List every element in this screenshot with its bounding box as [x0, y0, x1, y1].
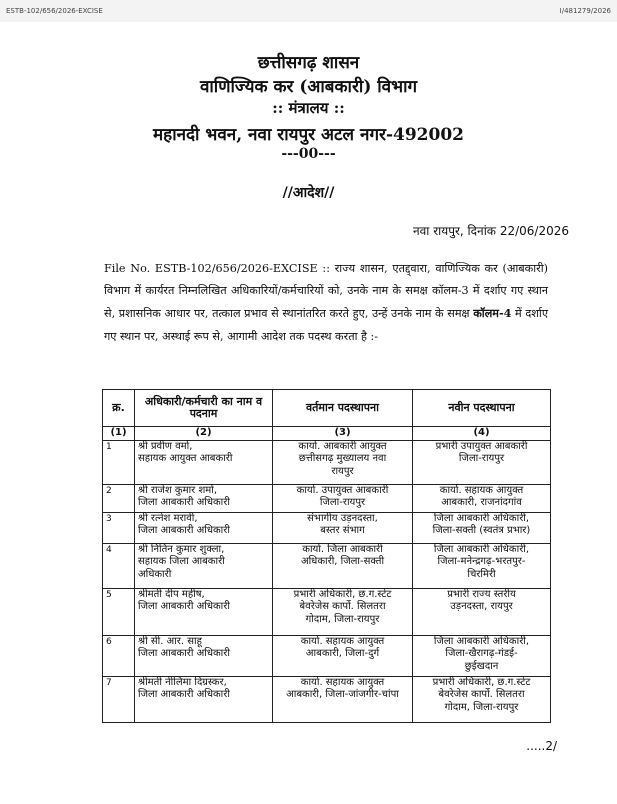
- cell-current-posting-line: बस्तर संभाग: [320, 525, 365, 537]
- cell-current-posting-line: कार्या. सहायक आयुक्त: [300, 677, 385, 688]
- cell-serial: 1: [103, 441, 135, 485]
- cell-name-line: जिला आबकारी अधिकारी: [138, 497, 230, 509]
- cell-name-line: श्री प्रवीण वर्मा,: [138, 441, 193, 452]
- cell-new-posting-line: कार्या. सहायक आयुक्त: [439, 485, 524, 496]
- cell-new-posting-line: प्रभारी उपायुक्त आबकारी: [435, 441, 528, 452]
- cell-current-posting-line: कार्या. सहायक आयुक्त: [300, 636, 385, 647]
- header-new-posting: नवीन पदस्थापना: [413, 390, 551, 427]
- cell-new-posting-line: जिला आबकारी अधिकारी,: [433, 544, 530, 555]
- order-title: //आदेश//: [282, 185, 335, 201]
- cell-current-posting: [273, 589, 413, 636]
- cell-serial: 5: [103, 589, 135, 636]
- cell-new-posting-line: आबकारी, राजनांदगांव: [441, 497, 522, 509]
- table-header-row: [103, 390, 551, 427]
- header-current-posting: वर्तमान पदस्थापना: [273, 390, 413, 427]
- cell-new-posting-line: प्रभारी अधिकारी, छ.ग.स्टेट: [432, 677, 531, 688]
- cell-new-posting-line: जिला-मनेन्द्रगढ़-भरतपुर-: [437, 556, 526, 568]
- col-number: (4): [413, 427, 551, 441]
- cell-serial: 6: [103, 636, 135, 677]
- cell-new-posting: [413, 544, 551, 589]
- table-row: [103, 441, 551, 485]
- header-address: महानदी भवन, नवा रायपुर अटल नगर-492002: [153, 125, 464, 145]
- cell-current-posting-line: कार्या. उपायुक्त आबकारी: [296, 485, 389, 496]
- cell-current-posting-line: कार्या. आबकारी आयुक्त: [298, 441, 387, 452]
- cell-current-posting-line: कार्या. जिला आबकारी: [302, 544, 383, 555]
- order-body-part2: में दर्शाए गए स्थान पर, अस्थाई रूप से, आगामी आदेश तक पदस्थ करता है :-: [104, 307, 549, 343]
- order-body-part1: File No. ESTB-102/656/2026-EXCISE :: राज्य शासन, एतद्द्वारा, वाणिज्यिक कर (आबकारी) विभाग में कार्यरत निम्नलिखित अधिकारियों/कर्मचारियों को, उनके नाम के समक्ष कॉलम-3 में दर्शाए गए स्थान से, प्रशासनिक आधार पर, तत्काल प्रभाव से स्थानांतरित करते हुए, उन्हें उनके नाम के समक्ष: [104, 262, 548, 321]
- cell-new-posting: [413, 513, 551, 544]
- cell-name-line: श्री सी. आर. साहू: [138, 636, 202, 647]
- header-separator: ---00---: [281, 146, 336, 162]
- file-ref-left: ESTB-102/656/2026-EXCISE: [6, 7, 103, 15]
- cell-name: [135, 636, 273, 677]
- file-ref-right: I/481279/2026: [559, 7, 611, 15]
- cell-current-posting-line: बेवरेजेस कार्पो. सिलतरा: [299, 601, 386, 613]
- table-row: [103, 636, 551, 677]
- table-row: [103, 589, 551, 636]
- cell-name: [135, 441, 273, 485]
- cell-new-posting-line: प्रभारी राज्य स्तरीय: [447, 589, 516, 600]
- cell-current-posting: [273, 441, 413, 485]
- cell-current-posting-line: आबकारी, जिला-दुर्ग: [305, 648, 380, 660]
- cell-current-posting: [273, 677, 413, 723]
- table-row: [103, 677, 551, 723]
- cell-new-posting-line: बेवरेजेस कार्पो. सिलतरा: [438, 689, 525, 701]
- table-column-number-row: [103, 427, 551, 441]
- cell-current-posting-line: संभागीय उड़नदस्ता,: [307, 513, 378, 524]
- table-row: [103, 485, 551, 513]
- header-ministry: :: मंत्रालय ::: [272, 99, 345, 117]
- cell-current-posting-line: जिला-रायपुर: [319, 497, 366, 509]
- cell-current-posting-line: गोदाम, जिला-रायपुर: [305, 613, 380, 625]
- transfer-table: [102, 389, 551, 723]
- cell-name-line: श्री राजेश कुमार शर्मा,: [138, 485, 217, 496]
- cell-serial: 7: [103, 677, 135, 723]
- header-serial: क्र.: [103, 390, 135, 427]
- cell-current-posting: [273, 636, 413, 677]
- cell-current-posting-line: अधिकारी, जिला-सक्ती: [300, 556, 385, 568]
- cell-name-line: जिला आबकारी अधिकारी: [138, 601, 230, 613]
- cell-current-posting: [273, 485, 413, 513]
- order-body: [104, 258, 548, 348]
- cell-new-posting-line: जिला-सक्ती (स्वतंत्र प्रभार): [432, 525, 531, 537]
- cell-current-posting-line: रायपुर: [331, 465, 354, 477]
- cell-name: [135, 589, 273, 636]
- cell-serial: 3: [103, 513, 135, 544]
- header-government: छत्तीसगढ़ शासन: [257, 53, 360, 73]
- cell-current-posting-line: छत्तीसगढ़ मुख्यालय नवा: [298, 453, 387, 465]
- cell-new-posting-line: जिला आबकारी अधिकारी,: [433, 636, 530, 647]
- cell-name-line: श्रीमती दीप महीष,: [138, 589, 205, 600]
- cell-serial: 2: [103, 485, 135, 513]
- cell-name: [135, 513, 273, 544]
- cell-new-posting-line: जिला-खैरागढ़-गंडई-: [445, 648, 518, 660]
- cell-new-posting: [413, 589, 551, 636]
- cell-new-posting: [413, 677, 551, 723]
- dateline: नवा रायपुर, दिनांक 22/06/2026: [412, 224, 569, 238]
- cell-name-line: जिला आबकारी अधिकारी: [138, 648, 230, 660]
- cell-new-posting-line: जिला आबकारी अधिकारी,: [433, 513, 530, 524]
- cell-name-line: सहायक आयुक्त आबकारी: [138, 453, 233, 465]
- cell-new-posting-line: छुईखदान: [464, 660, 499, 672]
- cell-serial: 4: [103, 544, 135, 589]
- table-row: [103, 544, 551, 589]
- header-name: अधिकारी/कर्मचारी का नाम व पदनाम: [135, 390, 273, 427]
- cell-new-posting: [413, 636, 551, 677]
- cell-new-posting-line: जिला-रायपुर: [458, 453, 505, 465]
- cell-current-posting: [273, 513, 413, 544]
- cell-name: [135, 544, 273, 589]
- cell-name-line: श्री रत्नेश मरावी,: [138, 513, 198, 524]
- cell-new-posting-line: उड़नदस्ता, रायपुर: [450, 601, 513, 613]
- cell-new-posting: [413, 485, 551, 513]
- header-department: वाणिज्यिक कर (आबकारी) विभाग: [199, 77, 418, 97]
- cell-name-line: श्रीमती नीलिमा दिग्रस्कर,: [138, 677, 227, 688]
- cell-name-line: श्री नितिन कुमार शुक्ला,: [138, 544, 225, 555]
- cell-name-line: सहायक जिला आबकारी: [138, 556, 225, 568]
- order-body-bold: कॉलम-4: [473, 306, 512, 321]
- table-row: [103, 513, 551, 544]
- cell-new-posting-line: चिरमिरी: [467, 568, 496, 580]
- col-number: (1): [103, 427, 135, 441]
- col-number: (2): [135, 427, 273, 441]
- top-bar: [0, 0, 617, 22]
- cell-current-posting-line: आबकारी, जिला-जांजगीर-चांपा: [286, 689, 399, 701]
- cell-name-line: अधिकारी: [138, 568, 172, 580]
- cell-current-posting: [273, 544, 413, 589]
- cell-name-line: जिला आबकारी अधिकारी: [138, 525, 230, 537]
- col-number: (3): [273, 427, 413, 441]
- cell-name: [135, 485, 273, 513]
- cell-name: [135, 677, 273, 723]
- cell-new-posting-line: गोदाम, जिला-रायपुर: [444, 701, 519, 713]
- cell-current-posting-line: प्रभारी अधिकारी, छ.ग.स्टेट: [293, 589, 392, 600]
- page-number: .....2/: [526, 739, 557, 753]
- cell-name-line: जिला आबकारी अधिकारी: [138, 689, 230, 701]
- cell-new-posting: [413, 441, 551, 485]
